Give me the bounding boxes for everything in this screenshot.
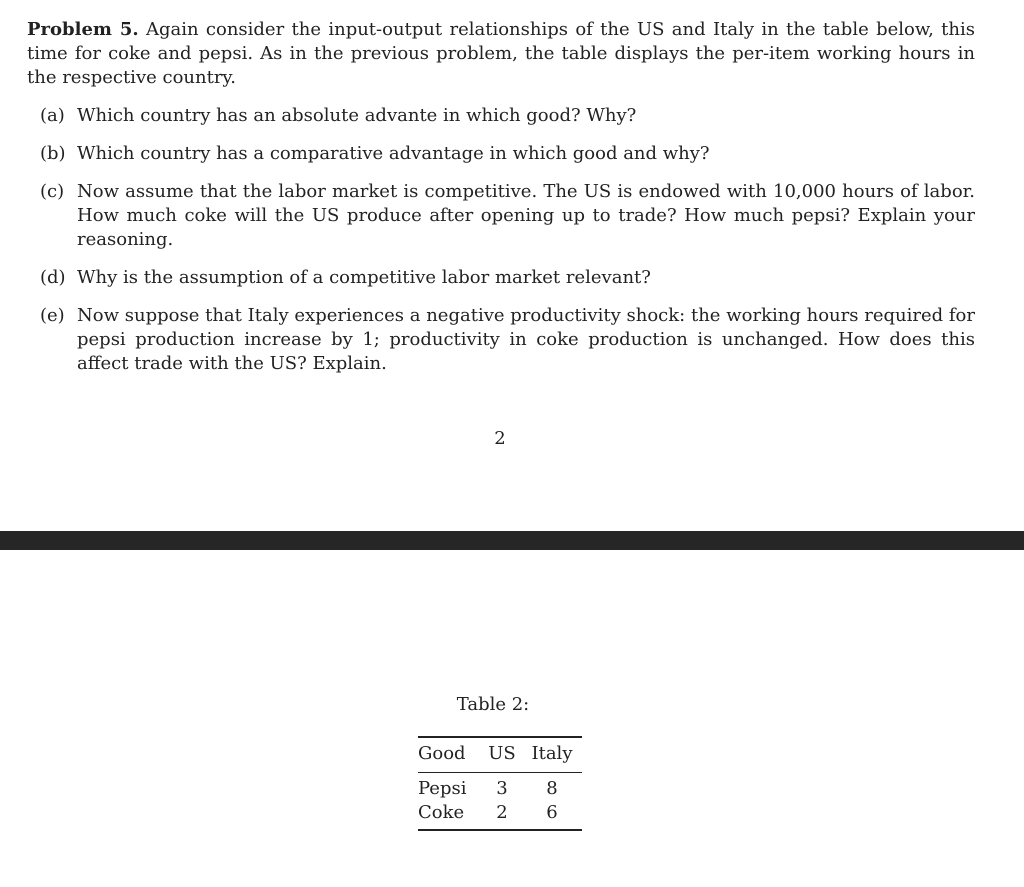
table-row [418, 801, 582, 830]
part-label: (a) [40, 105, 65, 126]
part-label: (e) [40, 305, 65, 326]
part-label: (d) [40, 267, 66, 288]
table-header-cell: US [488, 743, 516, 764]
part-e [40, 304, 975, 376]
problem-label: Problem 5. [27, 19, 139, 40]
table-header-cell: Italy [531, 743, 573, 764]
page-separator [0, 531, 1024, 550]
part-text: Now suppose that Italy experiences a negative productivity shock: the working hours required for pepsi production increase by 1; productivity in coke production is unchanged. How does this affect trade with the US? Explain. [77, 305, 975, 374]
part-d [40, 266, 975, 290]
part-a [40, 104, 975, 128]
table-cell: 6 [546, 802, 558, 823]
part-text: Why is the assumption of a competitive labor market relevant? [77, 267, 651, 288]
table-caption: Table 2: [456, 694, 530, 715]
table-header-cell: Good [418, 743, 466, 764]
table-cell: 8 [546, 778, 558, 799]
part-label: (b) [40, 143, 66, 164]
data-table [418, 736, 582, 831]
part-text: Which country has a comparative advantage in which good and why? [77, 143, 710, 164]
table-header-row [418, 737, 582, 773]
table-row [418, 773, 582, 802]
part-text: Which country has an absolute advante in which good? Why? [77, 105, 637, 126]
part-c [40, 180, 975, 252]
part-b [40, 142, 975, 166]
table-cell: Pepsi [418, 778, 467, 799]
table-cell: Coke [418, 802, 465, 823]
part-text: Now assume that the labor market is competitive. The US is endowed with 10,000 hours of labor. How much coke will the US produce after opening up to trade? How much pepsi? Explain your reasoning. [77, 181, 975, 250]
table-cell: 3 [496, 778, 508, 799]
problem-statement [27, 18, 975, 90]
problem-parts [40, 104, 975, 390]
page-number: 2 [494, 428, 506, 449]
table-cell: 2 [496, 802, 508, 823]
part-label: (c) [40, 181, 65, 202]
problem-intro: Again consider the input-output relationships of the US and Italy in the table below, this time for coke and pepsi. As in the previous problem, the table displays the per-item working hours in the respective country. [27, 19, 975, 88]
